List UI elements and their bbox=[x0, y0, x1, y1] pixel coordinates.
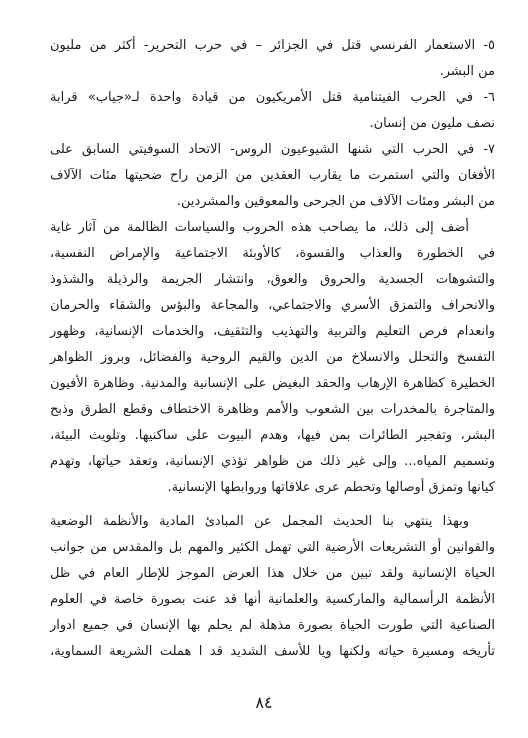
page-number: ٨٤ bbox=[255, 693, 273, 712]
numbered-item bbox=[50, 33, 495, 85]
text-line: والانحراف والتمزق الأسري والاجتماعي، والمجاعة والبؤس والشقاء والحرمان bbox=[50, 298, 495, 313]
text-line: وانعدام فرص التعليم والتربية والتهذيب والتثقيف، والخدمات الإنسانية، وظهور bbox=[50, 324, 495, 339]
text-line: ٧- في الحرب التي شنها الشيوعيون الروس- الاتحاد السوفيتي السابق على bbox=[50, 142, 495, 157]
paragraph bbox=[50, 215, 495, 501]
page-body bbox=[50, 33, 495, 665]
paragraph bbox=[50, 509, 495, 665]
text-line: ٦- في الحرب الفيتنامية قتل الأمريكيون من قيادة واحدة لـ«جياب» قرابة bbox=[50, 90, 495, 105]
text-line: والمتاجرة بالمخدرات بين الشعوب والأمم وظاهرة الاختطاف وقطع الطرق وذبح bbox=[50, 402, 495, 417]
text-line: والقوانين أو التشريعات الأرضية التي تهمل الكثير والمهم بل والمقدس من جوانب bbox=[50, 540, 495, 555]
text-line: من البشر ومئات الآلاف من الجرحى والمعوقين والمشردين. bbox=[176, 194, 495, 209]
text-line: الحياة الإنسانية ولقد تبين من خلال هذا العرض الموجز للإطار العام في ظل bbox=[50, 566, 495, 581]
text-line: الأنظمة الرأسمالية والماركسية والعلمانية أنها قد عنت بصورة خاصة في العلوم bbox=[50, 592, 495, 607]
text-line: في الخطورة والعذاب والقسوة، كالأوبئة الاجتماعية والإمراض النفسية، bbox=[50, 246, 495, 261]
text-line: الصناعية التي طورت الحياة بصورة مذهلة لم يحلم بها الإنسان في جميع ادوار bbox=[50, 618, 495, 633]
numbered-item bbox=[50, 137, 495, 215]
text-line: وبهذا ينتهي بنا الحديث المجمل عن المبادئ المادية والأنظمة الوضعية bbox=[50, 514, 469, 529]
text-line: نصف مليون من إنسان. bbox=[369, 116, 495, 131]
text-line: وتسميم المياه... وإلى غير ذلك من ظواهر تؤذي الإنسانية، وتعقد حياتها، وتهدم bbox=[50, 454, 495, 469]
text-line: أضف إلى ذلك، ما يصاحب هذه الحروب والسياسات الظالمة من آثار غاية bbox=[50, 220, 469, 235]
text-line: الأفغان والتي استمرت ما يقارب العقدين من الزمن راح ضحيتها مئات الآلاف bbox=[50, 168, 495, 183]
text-line: ٥- الاستعمار الفرنسي قتل في الجزائر – في حرب التحرير- أكثر من مليون bbox=[50, 38, 495, 53]
text-line: البشر، وتفجير الطائرات بمن فيها، وهدم البيوت على ساكنيها. وتلويث البيئة، bbox=[50, 428, 495, 443]
text-line: التفسخ والتحلل والانسلاخ من الدين والقيم الروحية والفضائل، وبروز الظواهر bbox=[50, 350, 495, 365]
text-line: من البشر. bbox=[439, 64, 495, 79]
text-line: كيانها وتمزق أوصالها وتحطم عرى علاقاتها وروابطها الإنسانية. bbox=[167, 480, 495, 495]
text-line: تأريخه ومسيرة حياته ولكنها ويا للأسف الشديد قد ا هملت الشريعة السماوية، bbox=[50, 644, 495, 659]
numbered-item bbox=[50, 85, 495, 137]
text-line: والتشوهات الجسدية والحروق والعوق، وانتشار الجريمة والرذيلة والشذوذ bbox=[50, 272, 495, 287]
text-line: الخطيرة كظاهرة الإرهاب والحقد البغيض على الإنسانية والمدنية. وظاهرة الأفيون bbox=[50, 376, 495, 391]
